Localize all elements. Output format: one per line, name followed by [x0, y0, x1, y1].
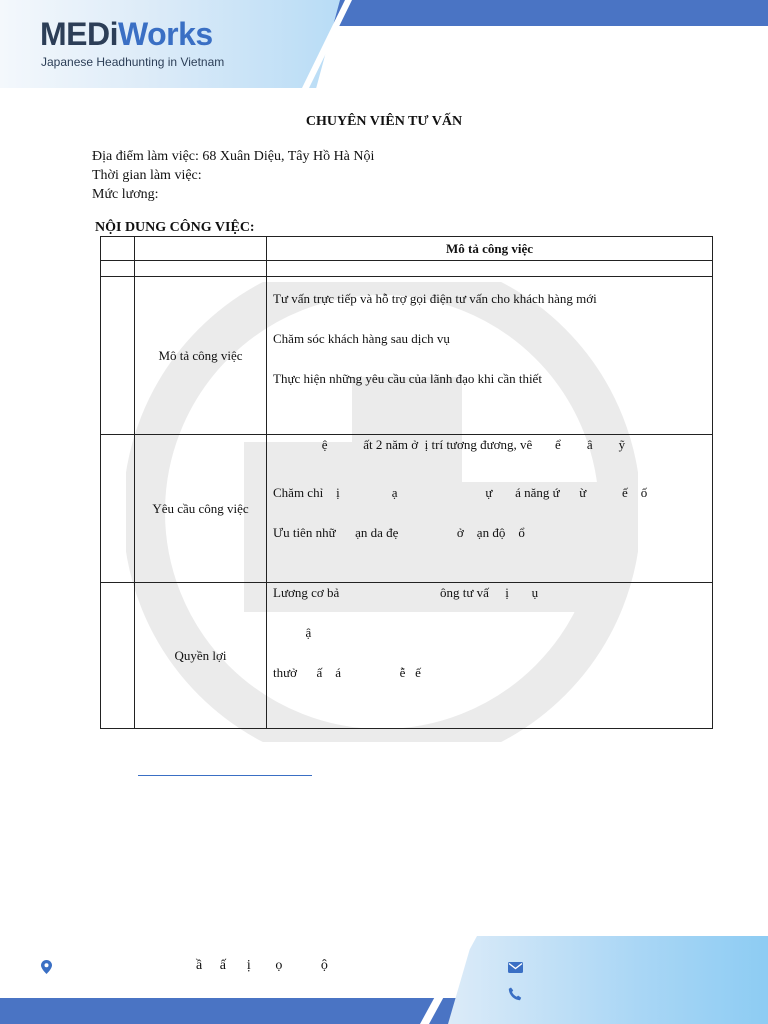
work-location: Địa điểm làm việc: 68 Xuân Diệu, Tây Hồ Hà Nội: [92, 149, 375, 164]
job-table: [100, 236, 713, 729]
map-pin-icon: [41, 960, 52, 974]
table-header-row: [101, 237, 713, 261]
content-line: [273, 455, 706, 469]
content-line: [273, 469, 706, 483]
content-line: Lương cơ bả ông tư vấ ị ụ: [273, 585, 539, 600]
row-label: Mô tả công việc: [135, 277, 267, 435]
mail-icon: [508, 962, 523, 973]
row-label: Quyền lợi: [135, 583, 267, 729]
table-row: [101, 435, 713, 583]
content-line: [273, 503, 706, 523]
company-tagline: Japanese Headhunting in Vietnam: [41, 55, 225, 69]
table-row: [101, 277, 713, 435]
work-hours: Thời gian làm việc:: [92, 168, 202, 183]
content-line: Tư vấn trực tiếp và hỗ trợ gọi điện tư vấn cho khách hàng mới: [273, 291, 597, 306]
table-row: [101, 583, 713, 729]
row-content: [267, 435, 713, 583]
content-line: Thực hiện những yêu cầu của lãnh đạo khi cần thiết: [273, 371, 542, 386]
content-line: [273, 349, 706, 369]
content-line: [273, 603, 706, 623]
table-header-label: Mô tả công việc: [267, 237, 713, 261]
content-line: Chăm sóc khách hàng sau dịch vụ: [273, 331, 450, 346]
salary: Mức lương:: [92, 187, 159, 202]
company-logo: MEDiWorks: [40, 16, 213, 52]
content-line: [273, 643, 706, 663]
footer-address: ầ ấ ị ọ ộ: [196, 958, 328, 973]
content-line: ậ: [273, 625, 312, 640]
table-spacer-row: [101, 261, 713, 277]
content-line: Ưu tiên nhữ ạn da đẹ ở ạn độ ổ: [273, 525, 525, 540]
row-content: [267, 583, 713, 729]
document-title: CHUYÊN VIÊN TƯ VẤN: [305, 114, 463, 129]
signature-link-underline: [138, 775, 312, 776]
row-content: [267, 277, 713, 435]
content-line: ệ ất 2 năm ở ị trí tương đương, vê ể â ỹ: [273, 437, 626, 452]
content-line: thưở ấ á ễ ế: [273, 665, 421, 680]
content-line: [273, 309, 706, 329]
row-label: Yêu cầu công việc: [135, 435, 267, 583]
content-line: Chăm chỉ ị ạ ự á năng ứ ừ ế ố: [273, 485, 648, 500]
section-heading: NỘI DUNG CÔNG VIỆC:: [95, 220, 255, 235]
footer-contact-panel: [448, 936, 768, 1024]
phone-icon: [508, 987, 522, 1001]
